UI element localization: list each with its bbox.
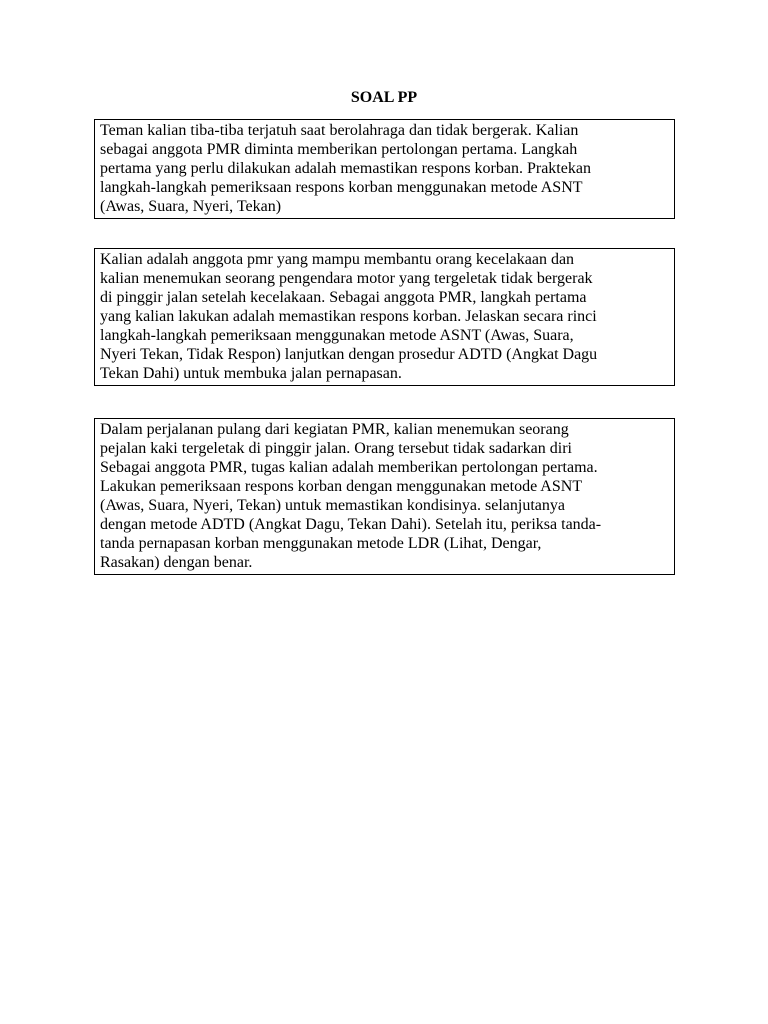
question-box-2	[94, 248, 675, 386]
question-line: dengan metode ADTD (Angkat Dagu, Tekan Dahi). Setelah itu, periksa tanda-	[100, 516, 602, 533]
question-line: Tekan Dahi) untuk membuka jalan pernapasan.	[100, 365, 402, 382]
question-line: Lakukan pemeriksaan respons korban dengan menggunakan metode ASNT	[100, 478, 583, 495]
question-line: (Awas, Suara, Nyeri, Tekan) untuk memastikan kondisinya. selanjutanya	[100, 497, 565, 514]
question-line: Nyeri Tekan, Tidak Respon) lanjutkan dengan prosedur ADTD (Angkat Dagu	[100, 346, 598, 363]
question-line: kalian menemukan seorang pengendara motor yang tergeletak tidak bergerak	[100, 270, 593, 287]
question-line: Rasakan) dengan benar.	[100, 554, 253, 571]
question-box-1	[94, 119, 675, 219]
question-line: tanda pernapasan korban menggunakan metode LDR (Lihat, Dengar,	[100, 535, 542, 552]
question-line: Sebagai anggota PMR, tugas kalian adalah memberikan pertolongan pertama.	[100, 459, 598, 476]
question-line: Kalian adalah anggota pmr yang mampu membantu orang kecelakaan dan	[100, 251, 575, 268]
question-line: pejalan kaki tergeletak di pinggir jalan. Orang tersebut tidak sadarkan diri	[100, 440, 572, 457]
question-line: langkah-langkah pemeriksaan respons korban menggunakan metode ASNT	[100, 179, 583, 196]
question-line: langkah-langkah pemeriksaan menggunakan metode ASNT (Awas, Suara,	[100, 327, 574, 344]
question-line: sebagai anggota PMR diminta memberikan pertolongan pertama. Langkah	[100, 141, 578, 158]
question-box-3	[94, 418, 675, 575]
question-line: yang kalian lakukan adalah memastikan respons korban. Jelaskan secara rinci	[100, 308, 597, 325]
question-line: (Awas, Suara, Nyeri, Tekan)	[100, 198, 282, 215]
question-line: di pinggir jalan setelah kecelakaan. Sebagai anggota PMR, langkah pertama	[100, 289, 587, 306]
question-line: pertama yang perlu dilakukan adalah memastikan respons korban. Praktekan	[100, 160, 591, 177]
question-line: Dalam perjalanan pulang dari kegiatan PMR, kalian menemukan seorang	[100, 421, 569, 438]
question-line: Teman kalian tiba-tiba terjatuh saat berolahraga dan tidak bergerak. Kalian	[100, 122, 579, 139]
page-title: SOAL PP	[350, 89, 418, 106]
